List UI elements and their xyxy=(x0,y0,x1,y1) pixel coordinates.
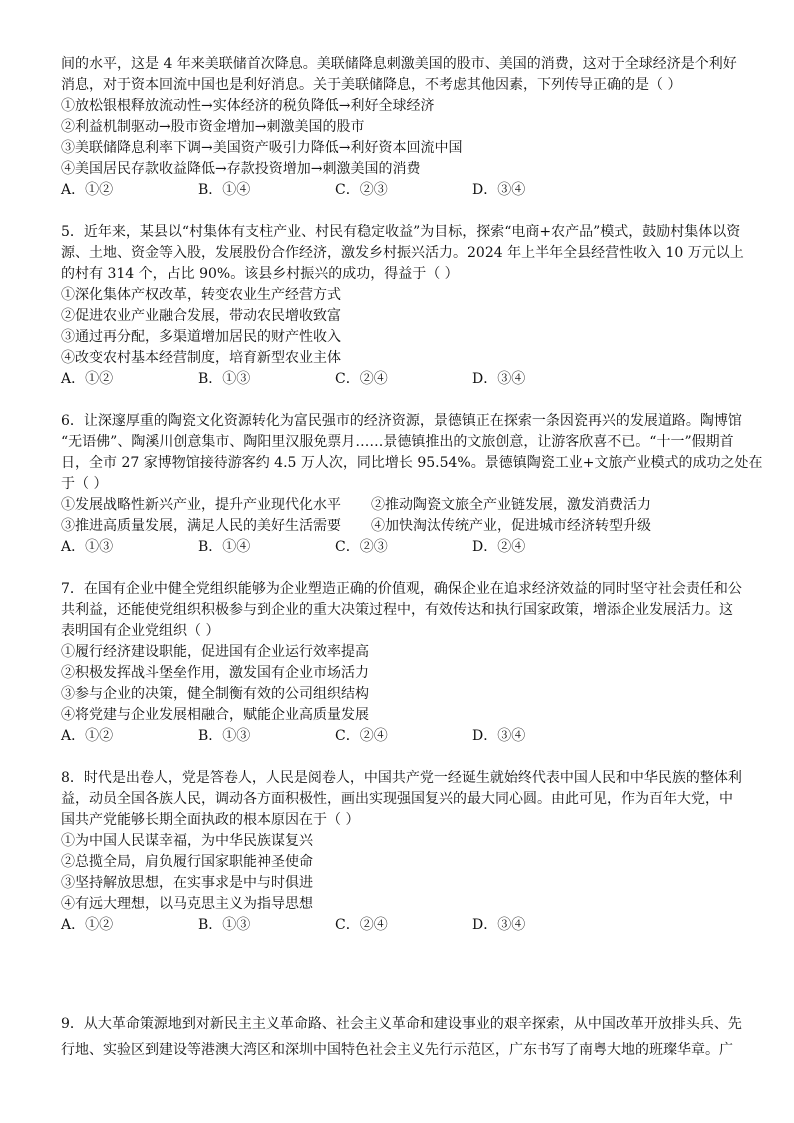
statement-item: ②积极发挥战斗堡垒作用，激发国有企业市场活力 xyxy=(61,665,369,681)
statement-item: ①为中国人民谋幸福，为中华民族谋复兴 xyxy=(61,833,313,849)
question-5 xyxy=(61,222,744,390)
option-a: A．①③ xyxy=(61,539,114,555)
option-d: D．③④ xyxy=(472,371,526,387)
option-c: C．②③ xyxy=(335,539,388,555)
question-text-line: 6．让深邃厚重的陶瓷文化资源转化为富民强市的经济资源，景德镇正在探索一条因瓷再兴的发展道路。陶博馆 xyxy=(61,413,742,429)
statement-item: ②促进农业产业融合发展，带动农民增收致富 xyxy=(61,308,341,324)
question-4 xyxy=(61,54,741,201)
option-a: A．①② xyxy=(61,182,114,198)
option-b: B．①③ xyxy=(198,371,251,387)
statement-item: ④改变农村基本经营制度，培育新型农业主体 xyxy=(61,350,341,366)
option-c: C．②③ xyxy=(335,182,388,198)
option-a: A．①② xyxy=(61,728,114,744)
statement-item: ④将党建与企业发展相融合，赋能企业高质量发展 xyxy=(61,707,369,723)
statement-item: ①履行经济建设职能，促进国有企业运行效率提高 xyxy=(61,644,369,660)
statement-pair xyxy=(61,516,741,537)
option-b: B．①④ xyxy=(198,539,251,555)
statement-item: ③参与企业的决策，健全制衡有效的公司组织结构 xyxy=(61,686,369,702)
question-text-line: 表明国有企业党组织（ ） xyxy=(61,623,220,639)
option-b: B．①③ xyxy=(198,728,251,744)
question-text-line: 9．从大革命策源地到对新民主主义革命路、社会主义革命和建设事业的艰辛探索，从中国改革开放排头兵、先 xyxy=(61,1016,742,1032)
statement-item: ②推动陶瓷文旅全产业链发展，激发消费活力 xyxy=(371,497,651,513)
statement-item: ②利益机制驱动→股市资金增加→刺激美国的股市 xyxy=(61,119,365,135)
answer-options xyxy=(61,726,741,747)
answer-options xyxy=(61,180,741,201)
question-text-line: “无语佛”、陶溪川创意集市、陶阳里汉服免票月……景德镇推出的文旅创意，让游客欣喜不已。“十一”假期首 xyxy=(61,434,734,450)
question-7 xyxy=(61,579,741,747)
question-text-line: 日，全市 27 家博物馆接待游客约 4.5 万人次，同比增长 95.54%。景德镇陶瓷工业+文旅产业模式的成功之处在 xyxy=(61,455,763,471)
question-text-line: 的村有 314 个，占比 90%。该县乡村振兴的成功，得益于（ ） xyxy=(61,266,459,282)
question-text-line: 5．近年来，某县以“村集体有支柱产业、村民有稳定收益”为目标，探索“电商+农产品”模式，鼓励村集体以资 xyxy=(61,224,741,240)
statement-item: ④美国居民存款收益降低→存款投资增加→刺激美国的消费 xyxy=(61,161,421,177)
option-d: D．③④ xyxy=(472,917,526,933)
option-c: C．②④ xyxy=(335,371,388,387)
statement-item: ①发展战略性新兴产业，提升产业现代化水平 xyxy=(61,497,341,513)
statement-item: ③美联储降息利率下调→美国资产吸引力降低→利好资本回流中国 xyxy=(61,140,463,156)
statement-item: ①深化集体产权改革，转变农业生产经营方式 xyxy=(61,287,341,303)
option-a: A．①② xyxy=(61,917,114,933)
statement-item: ③通过再分配，多渠道增加居民的财产性收入 xyxy=(61,329,341,345)
question-text-line: 间的水平，这是 4 年来美联储首次降息。美联储降息刺激美国的股市、美国的消费，这对于全球经济是个利好 xyxy=(61,56,737,72)
question-text-line: 源、土地、资金等入股，发展股份合作经济，激发乡村振兴活力。2024 年上半年全县经营性收入 10 万元以上 xyxy=(61,245,744,261)
answer-options xyxy=(61,915,741,936)
question-text-line: 共利益，还能使党组织积极参与到企业的重大决策过程中，有效传达和执行国家政策，增添企业发展活力。这 xyxy=(61,602,733,618)
option-a: A．①② xyxy=(61,371,114,387)
statement-item: ④有远大理想，以马克思主义为指导思想 xyxy=(61,896,313,912)
statement-pair xyxy=(61,495,741,516)
question-text-line: 行地、实验区到建设等港澳大湾区和深圳中国特色社会主义先行示范区，广东书写了南粤大地的班璨华章。广 xyxy=(61,1042,733,1058)
option-c: C．②④ xyxy=(335,728,388,744)
question-9 xyxy=(61,1011,741,1063)
option-b: B．①③ xyxy=(198,917,251,933)
option-b: B．①④ xyxy=(198,182,251,198)
statement-item: ③坚持解放思想，在实事求是中与时俱进 xyxy=(61,875,313,891)
option-d: D．③④ xyxy=(472,728,526,744)
answer-options xyxy=(61,369,741,390)
statement-item: ③推进高质量发展，满足人民的美好生活需要 xyxy=(61,518,341,534)
question-text-line: 于（ ） xyxy=(61,476,108,492)
statement-item: ④加快淘汰传统产业，促进城市经济转型升级 xyxy=(371,518,651,534)
option-d: D．②④ xyxy=(472,539,526,555)
question-text-line: 益，动员全国各族人民，调动各方面积极性，画出实现强国复兴的最大同心圆。由此可见，作为百年大党，中 xyxy=(61,791,733,807)
exam-page xyxy=(61,54,763,957)
question-text-line: 7．在国有企业中健全党组织能够为企业塑造正确的价值观，确保企业在追求经济效益的同时坚守社会责任和公 xyxy=(61,581,742,597)
answer-options xyxy=(61,537,741,558)
question-8 xyxy=(61,768,741,936)
statement-item: ①放松银根释放流动性→实体经济的税负降低→利好全球经济 xyxy=(61,98,435,114)
option-d: D．③④ xyxy=(472,182,526,198)
question-text-line: 国共产党能够长期全面执政的根本原因在于（ ） xyxy=(61,812,360,828)
question-text-line: 8．时代是出卷人，党是答卷人，人民是阅卷人，中国共产党一经诞生就始终代表中国人民和中华民族的整体利 xyxy=(61,770,742,786)
question-6 xyxy=(61,411,763,558)
option-c: C．②④ xyxy=(335,917,388,933)
question-text-line: 消息，对于资本回流中国也是利好消息。关于美联储降息，不考虑其他因素，下列传导正确的是（ ） xyxy=(61,77,682,93)
statement-item: ②总揽全局，肩负履行国家职能神圣使命 xyxy=(61,854,313,870)
